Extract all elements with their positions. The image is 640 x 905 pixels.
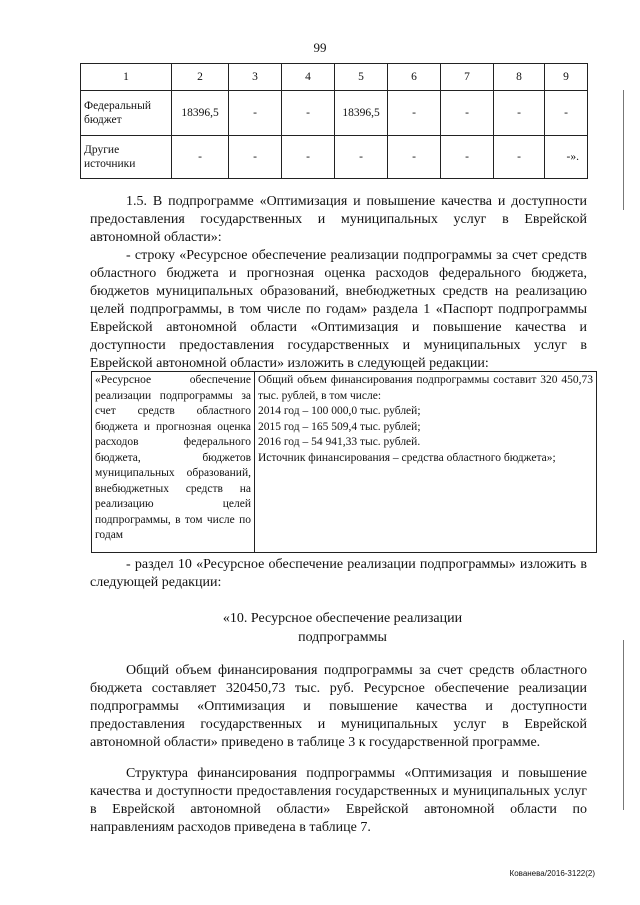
table-cell: -: [441, 136, 494, 179]
header-cell: 3: [229, 64, 282, 91]
section-10-title-line: подпрограммы: [298, 630, 387, 645]
budget-table-header-row: [81, 64, 588, 91]
passport-row: [92, 372, 597, 553]
header-cell: 5: [335, 64, 388, 91]
table-cell: -».: [545, 136, 588, 179]
table-cell: -: [172, 136, 229, 179]
table-cell: -: [282, 136, 335, 179]
header-cell: 4: [282, 64, 335, 91]
row-label: Другие источники: [81, 136, 172, 179]
table-cell: -: [494, 136, 545, 179]
scan-margin-mark: [623, 90, 624, 210]
row-label: Федеральный бюджет: [81, 91, 172, 136]
header-cell: 8: [494, 64, 545, 91]
table-cell: -: [229, 136, 282, 179]
page-number: 99: [313, 40, 327, 55]
section-10-title-line: «10. Ресурсное обеспечение реализации: [222, 611, 463, 626]
header-cell: 9: [545, 64, 588, 91]
table-cell: -: [282, 91, 335, 136]
passport-value-line: 2014 год – 100 000,0 тыс. рублей;: [258, 405, 421, 417]
passport-row-value: [255, 372, 597, 553]
passport-value-line: Общий объем финансирования подпрограммы составит 320 450,73 тыс. рублей, в том числе:: [258, 374, 593, 402]
passport-value-line: 2015 год – 165 509,4 тыс. рублей;: [258, 420, 421, 433]
header-cell: 1: [81, 64, 172, 91]
table-cell: -: [494, 91, 545, 136]
scan-margin-mark: [623, 640, 624, 810]
table-cell: -: [545, 91, 588, 136]
passport-value-line: Источник финансирования – средства областного бюджета»;: [258, 451, 556, 464]
table-cell: -: [441, 91, 494, 136]
line-intro-paragraph: - строку «Ресурсное обеспечение реализации подпрограммы за счет средств областного бюджета и прогнозная оценка расходов федерального бюджета, бюджетов муниципальных образований, внебюджетных средств на реализацию целей подпрограммы, в том числе по годам» раздела 1 «Паспорт подпрограммы Еврейской автономной области «Оптимизация и повышение качества и доступности предоставления государственных и муниципальных услуг в Еврейской автономной области» изложить в следующей редакции:: [90, 248, 587, 371]
passport-table: [91, 371, 597, 553]
financing-structure-paragraph: Структура финансирования подпрограммы «Оптимизация и повышение качества и доступности предоставления государственных и муниципальных услуг в Еврейской автономной области» Еврейской автономной области по направлениям расходов приведена в таблице 7.: [90, 766, 587, 835]
section-10-intro-paragraph: - раздел 10 «Ресурсное обеспечение реализации подпрограммы» изложить в следующей редакции:: [90, 557, 587, 590]
budget-table: [80, 63, 588, 179]
document-code: Кованева/2016-3122(2): [509, 869, 595, 878]
passport-value-line: 2016 год – 54 941,33 тыс. рублей.: [258, 436, 421, 448]
table-cell: -: [229, 91, 282, 136]
section-1-5-paragraph: 1.5. В подпрограмме «Оптимизация и повышение качества и доступности предоставления государственных и муниципальных услуг в Еврейской автономной области»:: [90, 194, 587, 245]
section-10-title: [90, 609, 595, 647]
table-row-federal-budget: [81, 91, 588, 136]
header-cell: 2: [172, 64, 229, 91]
passport-row-label: «Ресурсное обеспечение реализации подпрограммы за счет средств областного бюджета и прогнозная оценка расходов федерального бюджета, бюджетов муниципальных образований, внебюджетных средств на реализацию целей подпрограммы, в том числе по годам: [92, 372, 255, 553]
table-cell: -: [388, 136, 441, 179]
table-row-other-sources: [81, 136, 588, 179]
total-financing-paragraph: Общий объем финансирования подпрограммы за счет средств областного бюджета составляет 320450,73 тыс. руб. Ресурсное обеспечение реализации подпрограммы «Оптимизация и повышение качества и доступности предоставления государственных и муниципальных услуг в Еврейской автономной области» приведено в таблице 3 к государственной программе.: [90, 663, 587, 750]
table-cell: -: [335, 136, 388, 179]
table-cell: 18396,5: [335, 91, 388, 136]
header-cell: 7: [441, 64, 494, 91]
header-cell: 6: [388, 64, 441, 91]
table-cell: -: [388, 91, 441, 136]
table-cell: 18396,5: [172, 91, 229, 136]
